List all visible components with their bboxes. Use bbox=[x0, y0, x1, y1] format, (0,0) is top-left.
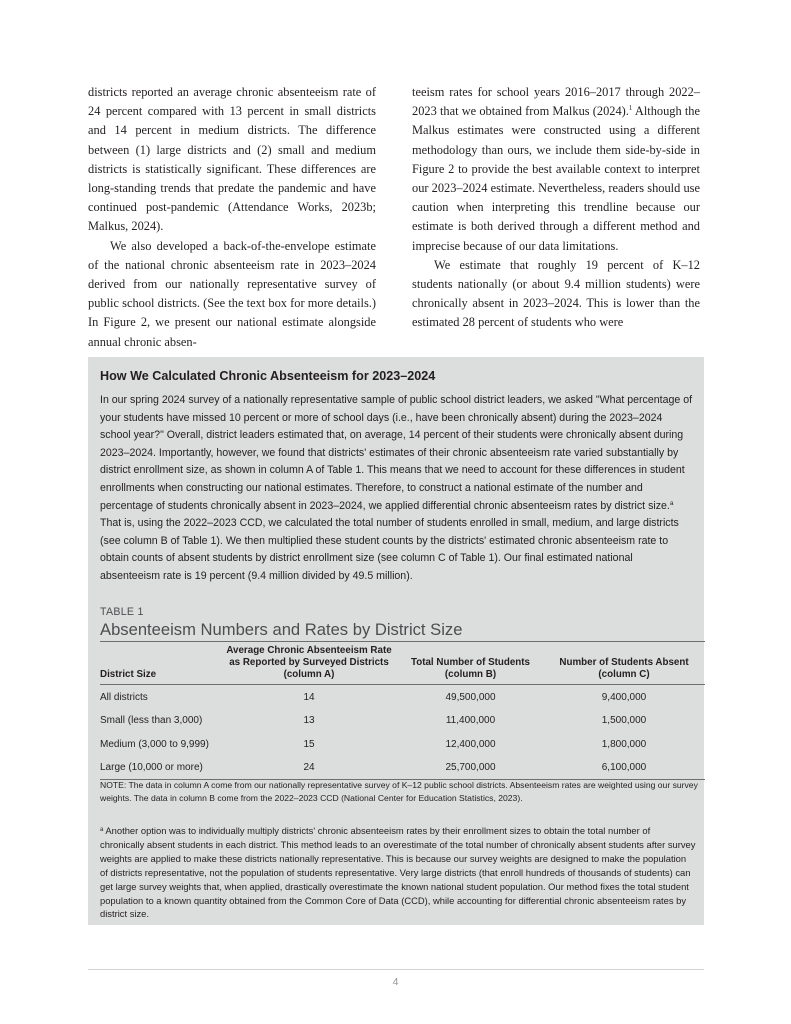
footnote-marker[interactable]: a bbox=[669, 499, 674, 507]
footer-divider bbox=[88, 969, 704, 970]
table-cell: 1,500,000 bbox=[601, 715, 647, 727]
table-cell: 24 bbox=[220, 756, 398, 780]
text-box-title: How We Calculated Chronic Absenteeism for 2023–2024 bbox=[100, 369, 436, 383]
body-text: teeism rates for school years 2016–2017 through 2022–2023 that we obtained from Malkus (2024). bbox=[412, 85, 700, 119]
absenteeism-table bbox=[100, 641, 705, 780]
table-cell: 13 bbox=[303, 715, 315, 727]
table-cell: 12,400,000 bbox=[445, 738, 496, 750]
table-cell: 11,400,000 bbox=[445, 715, 496, 727]
table-row bbox=[100, 685, 705, 709]
methodology-text-box bbox=[88, 357, 704, 925]
table-cell: 9,400,000 bbox=[601, 691, 647, 703]
table-cell: 25,700,000 bbox=[398, 756, 543, 780]
left-column bbox=[88, 83, 376, 352]
table-header-row bbox=[100, 642, 705, 685]
table-cell: Large (10,000 or more) bbox=[100, 756, 220, 780]
column-header: Average Chronic Absenteeism Rate as Reported by Surveyed Districts (column A) bbox=[220, 642, 398, 685]
table-row bbox=[100, 732, 705, 756]
table-cell: Small (less than 3,000) bbox=[100, 715, 203, 727]
table-row bbox=[100, 756, 705, 780]
text-box-text: That is, using the 2022–2023 CCD, we calculated the total number of students enrolled in small, medium, and large districts (see column B of Table 1). We then multiplied these student counts by the districts' estimated chronic absenteeism rate to obtain counts of absent students by district enrollment size (see column C of Table 1). Our final estimated national absenteeism rate is 19 percent (9.4 million divided by 49.5 million). bbox=[100, 517, 679, 582]
table-title: Absenteeism Numbers and Rates by District Size bbox=[100, 620, 463, 639]
table-cell: 1,800,000 bbox=[601, 738, 647, 750]
footnote-text: Another option was to individually multiply districts' chronic absenteeism rates by their enrollment sizes to obtain the total number of chronically absent students in each district. This method leads to an overestimate of the total number of chronically absent students after survey weights are applied to make these districts nationally representative. This is because our survey weights are designed to make the population of districts representative, not the population of students representative. Very large districts (that enroll hundreds of thousands of students) can get large survey weights that, when applied, drastically overestimate the known national student population. Our method fixes the total student population to a known quantity obtained from the Common Core of Data (CCD), while accounting for differential chronic absenteeism rates by district size. bbox=[100, 825, 696, 920]
body-paragraph bbox=[412, 83, 700, 256]
table-cell: 49,500,000 bbox=[445, 691, 496, 703]
body-paragraph: We estimate that roughly 19 percent of K–12 students nationally (or about 9.4 million students) were chronically absent in 2023–2024. This is lower than the estimated 28 percent of students who were bbox=[412, 257, 700, 330]
table-cell: Medium (3,000 to 9,999) bbox=[100, 738, 209, 750]
table-cell: 14 bbox=[303, 691, 315, 703]
text-box-text: In our spring 2024 survey of a nationally representative sample of public school district leaders, we asked "What percentage of your students have missed 10 percent or more of school days (i.e., have been chronically absent) during the 2023–2024 school year?" Overall, district leaders estimated that, on average, 14 percent of their students were chronically absent during 2023–2024. Importantly, however, we found that districts' estimates of their chronic absenteeism rate varied substantially by district enrollment size, as shown in column A of Table 1. This means that we need to account for these differences in student enrollments when constructing our national estimates. Therefore, to construct a national estimate of the number and percentage of students chronically absent in 2023–2024, we applied differential chronic absenteeism rates by district size. bbox=[100, 394, 693, 512]
column-header: Number of Students Absent (column C) bbox=[543, 642, 705, 685]
table-label: TABLE 1 bbox=[100, 606, 144, 618]
table-cell: All districts bbox=[100, 691, 148, 703]
box-footnote bbox=[100, 824, 696, 921]
page-number: 4 bbox=[392, 976, 399, 988]
text-box-body bbox=[100, 392, 694, 586]
body-paragraph: districts reported an average chronic absenteeism rate of 24 percent compared with 13 percent in small districts and 14 percent in medium districts. The difference between (1) large districts and (2) small and medium districts is statistically significant. These differences are long-standing trends that predate the pandemic and have continued post-pandemic (Attendance Works, 2023b; Malkus, 2024). bbox=[88, 85, 376, 234]
table-cell: 15 bbox=[303, 738, 315, 750]
endnote-marker[interactable]: 1 bbox=[628, 104, 633, 113]
footnote-marker: a bbox=[100, 827, 104, 833]
table-cell: 6,100,000 bbox=[543, 756, 705, 780]
column-header: Total Number of Students (column B) bbox=[398, 642, 543, 685]
column-header: District Size bbox=[100, 642, 220, 685]
table-row bbox=[100, 709, 705, 733]
body-paragraph: We also developed a back-of-the-envelope estimate of the national chronic absenteeism rate in 2023–2024 derived from our nationally representative survey of public school districts. (See the text box for more details.) In Figure 2, we present our national estimate alongside annual chronic absen- bbox=[88, 238, 376, 349]
table-note: NOTE: The data in column A come from our nationally representative survey of K–12 public school districts. Absenteeism rates are weighted using our survey weights. The data in column B come from the 2022–2023 CCD (National Center for Education Statistics, 2023). bbox=[100, 780, 698, 803]
right-column bbox=[412, 83, 700, 333]
body-text: Although the Malkus estimates were constructed using a different methodology than ours, we include them side-by-side in Figure 2 to provide the best available context to interpret our 2023–2024 estimate. Nevertheless, readers should use caution when interpreting this trendline because our estimate is both derived through a different method and imprecise because of our data limitations. bbox=[412, 104, 700, 253]
